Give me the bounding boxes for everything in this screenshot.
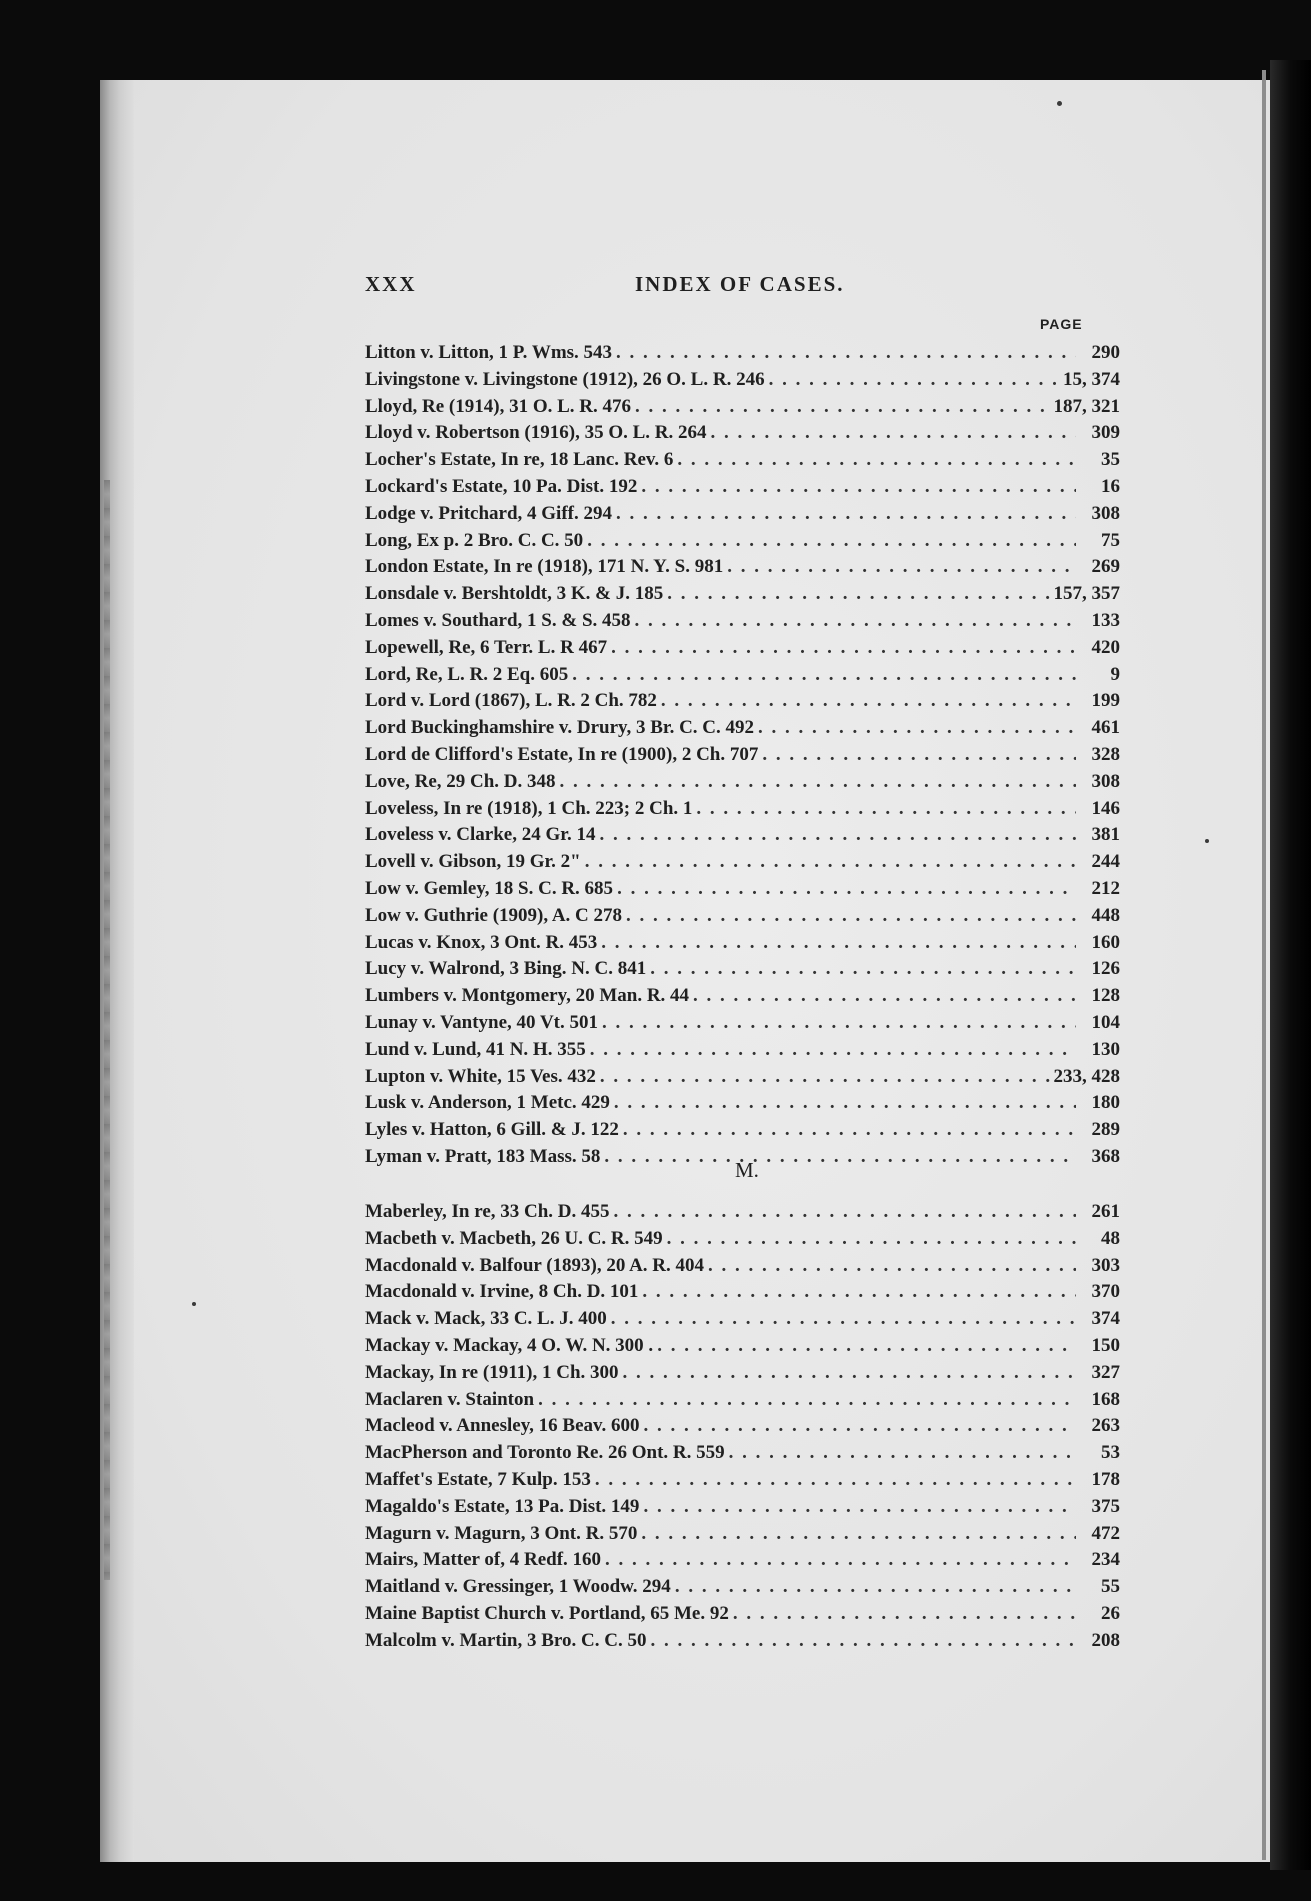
case-citation: Loveless, In re (1918), 1 Ch. 223; 2 Ch. 1 [365,797,693,819]
gutter-shadow [104,480,110,1580]
index-entry [365,528,1120,555]
case-citation: Lumbers v. Montgomery, 20 Man. R. 44 [365,985,690,1007]
case-citation: Mack v. Mack, 33 C. L. J. 400 [365,1308,607,1330]
dot-leader [657,1333,1076,1360]
dot-leader [626,903,1076,930]
dot-leader [605,1547,1076,1574]
dot-leader [616,501,1076,528]
page-reference: 461 [1091,717,1120,739]
case-citation: Lucy v. Walrond, 3 Bing. N. C. 841 [365,958,647,980]
dot-leader [601,930,1076,957]
case-citation: Lord de Clifford's Estate, In re (1900), 2 Ch. 707 [365,743,759,765]
case-citation: Macdonald v. Balfour (1893), 20 A. R. 404 [365,1254,705,1276]
section-heading-m: M. [735,1158,759,1182]
page-title: INDEX OF CASES. [635,272,845,296]
page-reference: 261 [1091,1201,1120,1222]
page-reference: 420 [1091,636,1120,658]
index-entry [365,394,1120,421]
index-entry [365,1306,1120,1333]
page-reference: 233, 428 [1053,1065,1120,1087]
index-entry [365,340,1120,367]
page-reference: 290 [1091,342,1120,363]
page-reference: 157, 357 [1053,583,1120,605]
case-citation: Mackay v. Mackay, 4 O. W. N. 300 . [365,1334,654,1356]
case-citation: Long, Ex p. 2 Bro. C. C. 50 [365,529,584,551]
index-entry [365,1199,1120,1226]
index-entry [365,769,1120,796]
index-entry [365,554,1120,581]
dot-leader [616,340,1076,367]
page-reference: 309 [1091,422,1120,444]
page-reference: 212 [1091,877,1120,899]
page-reference: 269 [1091,556,1120,578]
page-reference: 208 [1091,1629,1120,1651]
case-citation: Lord, Re, L. R. 2 Eq. 605 [365,663,569,685]
case-citation: Litton v. Litton, 1 P. Wms. 543 [365,342,613,363]
case-citation: Macbeth v. Macbeth, 26 U. C. R. 549 [365,1227,663,1249]
dot-leader [643,1413,1076,1440]
dot-leader [729,1440,1076,1467]
page-reference: 234 [1091,1549,1120,1571]
dot-leader [635,394,1050,421]
case-citation: Macdonald v. Irvine, 8 Ch. D. 101 [365,1281,639,1303]
page-reference: 244 [1091,851,1120,873]
dot-leader [693,983,1076,1010]
index-entry [365,903,1120,930]
page-reference: 370 [1091,1281,1120,1303]
page-reference: 374 [1091,1308,1120,1330]
index-entry [365,1360,1120,1387]
index-entry [365,1467,1120,1494]
case-citation: Lyles v. Hatton, 6 Gill. & J. 122 [365,1119,619,1141]
case-citation: Mairs, Matter of, 4 Redf. 160 [365,1549,602,1571]
page-reference: 368 [1091,1145,1120,1167]
index-entry [365,635,1120,662]
index-entry [365,796,1120,823]
index-entry [365,1064,1120,1091]
dot-leader [560,769,1076,796]
dot-leader [769,367,1059,394]
page-reference: 16 [1101,475,1120,497]
dot-leader [762,742,1076,769]
case-citation: Mackay, In re (1911), 1 Ch. 300 [365,1361,619,1383]
case-citation: Lyman v. Pratt, 183 Mass. 58 [365,1145,601,1167]
dot-leader [650,1628,1076,1655]
page-reference: 53 [1101,1442,1120,1464]
case-citation: MacPherson and Toronto Re. 26 Ont. R. 559 [365,1442,725,1464]
dot-leader [600,1064,1050,1091]
running-head [365,272,1115,306]
case-citation: Malcolm v. Martin, 3 Bro. C. C. 50 [365,1629,647,1651]
index-entry [365,876,1120,903]
index-entry [365,1601,1120,1628]
dot-leader [599,822,1076,849]
index-entry [365,420,1120,447]
page-reference: 178 [1091,1468,1120,1490]
case-citation: Magaldo's Estate, 13 Pa. Dist. 149 [365,1495,640,1517]
case-citation: Low v. Guthrie (1909), A. C 278 [365,904,623,926]
index-entry [365,1279,1120,1306]
dot-leader [611,635,1076,662]
dot-leader [602,1010,1076,1037]
page-reference: 130 [1091,1038,1120,1060]
dust-speck [192,1302,196,1306]
index-entry [365,581,1120,608]
dot-leader [711,420,1077,447]
page-reference: 168 [1091,1388,1120,1410]
page-reference: 9 [1110,663,1120,685]
case-citation: Livingstone v. Livingstone (1912), 26 O. L. R. 246 [365,368,765,390]
case-citation: Lopewell, Re, 6 Terr. L. R 467 [365,636,608,658]
case-citation: Low v. Gemley, 18 S. C. R. 685 [365,877,614,899]
dot-leader [595,1467,1076,1494]
case-citation: Lupton v. White, 15 Ves. 432 [365,1065,596,1087]
case-citation: Lusk v. Anderson, 1 Metc. 429 [365,1092,610,1114]
dot-leader [572,662,1076,689]
case-citation: Lodge v. Pritchard, 4 Giff. 294 [365,502,612,524]
index-entry [365,822,1120,849]
page-edge-line [1262,70,1266,1860]
dot-leader [585,849,1076,876]
index-entry [365,1117,1120,1144]
page-reference: 303 [1091,1254,1120,1276]
case-citation: Lloyd, Re (1914), 31 O. L. R. 476 [365,395,631,417]
index-entry [365,1090,1120,1117]
dot-leader [677,447,1076,474]
page-reference: 160 [1091,931,1120,953]
dot-leader [696,796,1076,823]
case-citation: Lund v. Lund, 41 N. H. 355 [365,1038,586,1060]
dust-speck [1205,839,1209,843]
page-reference: 26 [1101,1602,1120,1624]
index-entry [365,1253,1120,1280]
page-reference: 472 [1091,1522,1120,1544]
page-reference: 133 [1091,609,1120,631]
dot-leader [733,1601,1076,1628]
case-citation: Locher's Estate, In re, 18 Lanc. Rev. 6 [365,449,674,471]
case-citation: Lunay v. Vantyne, 40 Vt. 501 [365,1011,598,1033]
page-column-heading: PAGE [1040,316,1083,332]
case-citation: Magurn v. Magurn, 3 Ont. R. 570 [365,1522,638,1544]
case-citation: Maffet's Estate, 7 Kulp. 153 [365,1468,591,1490]
case-citation: Love, Re, 29 Ch. D. 348 [365,770,556,792]
dot-leader [641,474,1076,501]
page-reference: 308 [1091,770,1120,792]
page-reference: 15, 374 [1063,368,1120,390]
page-reference: 375 [1091,1495,1120,1517]
case-citation: Lord Buckinghamshire v. Drury, 3 Br. C. C. 492 [365,717,755,739]
index-entry [365,1494,1120,1521]
index-entry [365,501,1120,528]
page-reference: 327 [1091,1361,1120,1383]
page-reference: 35 [1101,449,1120,471]
case-citation: Macleod v. Annesley, 16 Beav. 600 [365,1415,640,1437]
dust-speck [1057,101,1062,106]
dot-leader [650,956,1076,983]
dot-leader [758,715,1076,742]
index-entry [365,1628,1120,1655]
dot-leader [538,1387,1076,1414]
index-entry [365,849,1120,876]
page-reference: 150 [1091,1334,1120,1356]
index-entry [365,1010,1120,1037]
index-entry [365,474,1120,501]
dot-leader [641,1521,1076,1548]
dot-leader [623,1117,1076,1144]
page-reference: 308 [1091,502,1120,524]
dot-leader [708,1253,1076,1280]
dot-leader [611,1306,1076,1333]
page-reference: 104 [1091,1011,1120,1033]
case-citation: Loveless v. Clarke, 24 Gr. 14 [365,824,596,846]
case-citation: Lord v. Lord (1867), L. R. 2 Ch. 782 [365,690,657,712]
index-entry [365,715,1120,742]
dot-leader [623,1360,1076,1387]
page-reference: 55 [1101,1576,1120,1598]
index-list-m [365,1199,1120,1655]
index-entry [365,956,1120,983]
dot-leader [587,528,1076,555]
dot-leader [642,1279,1076,1306]
page-reference: 180 [1091,1092,1120,1114]
dot-leader [643,1494,1076,1521]
dot-leader [590,1037,1076,1064]
page-reference: 126 [1091,958,1120,980]
case-citation: Lucas v. Knox, 3 Ont. R. 453 [365,931,598,953]
case-citation: London Estate, In re (1918), 171 N. Y. S. 981 [365,556,724,578]
index-entry [365,367,1120,394]
dot-leader [675,1574,1076,1601]
case-citation: Lloyd v. Robertson (1916), 35 O. L. R. 264 [365,422,707,444]
index-entry [365,1387,1120,1414]
index-entry [365,1574,1120,1601]
facing-page-shadow [1270,60,1311,1870]
page-reference: 146 [1091,797,1120,819]
page-reference: 328 [1091,743,1120,765]
page-reference: 199 [1091,690,1120,712]
index-entry [365,1521,1120,1548]
index-entry [365,1413,1120,1440]
index-entry [365,662,1120,689]
case-citation: Lomes v. Southard, 1 S. & S. 458 [365,609,631,631]
case-citation: Maitland v. Gressinger, 1 Woodw. 294 [365,1576,671,1598]
case-citation: Lonsdale v. Bershtoldt, 3 K. & J. 185 [365,583,664,605]
page-reference: 381 [1091,824,1120,846]
index-entry [365,1440,1120,1467]
case-citation: Maclaren v. Stainton [365,1388,535,1410]
page-reference: 289 [1091,1119,1120,1141]
case-citation: Lovell v. Gibson, 19 Gr. 2" [365,851,581,873]
page-reference: 48 [1101,1227,1120,1249]
index-entry [365,1037,1120,1064]
index-entry [365,1333,1120,1360]
dot-leader [667,581,1049,608]
dot-leader [727,554,1076,581]
page-reference: 448 [1091,904,1120,926]
page-reference: 75 [1101,529,1120,551]
index-entry [365,930,1120,957]
index-entry [365,742,1120,769]
case-citation: Maberley, In re, 33 Ch. D. 455 [365,1201,610,1222]
index-entry [365,608,1120,635]
case-citation: Maine Baptist Church v. Portland, 65 Me. 92 [365,1602,729,1624]
dot-leader [667,1226,1076,1253]
dot-leader [614,1199,1076,1226]
index-entry [365,983,1120,1010]
dot-leader [661,688,1076,715]
page-reference: 187, 321 [1053,395,1120,417]
index-list-l [365,340,1120,1171]
dot-leader [604,1144,1076,1171]
dot-leader [617,876,1076,903]
index-entry [365,1547,1120,1574]
page-reference: 128 [1091,985,1120,1007]
case-citation: Lockard's Estate, 10 Pa. Dist. 192 [365,475,638,497]
index-entry [365,447,1120,474]
page-reference: 263 [1091,1415,1120,1437]
dot-leader [614,1090,1076,1117]
folio-number: XXX [365,272,417,296]
dot-leader [635,608,1076,635]
index-entry [365,1226,1120,1253]
index-entry [365,688,1120,715]
